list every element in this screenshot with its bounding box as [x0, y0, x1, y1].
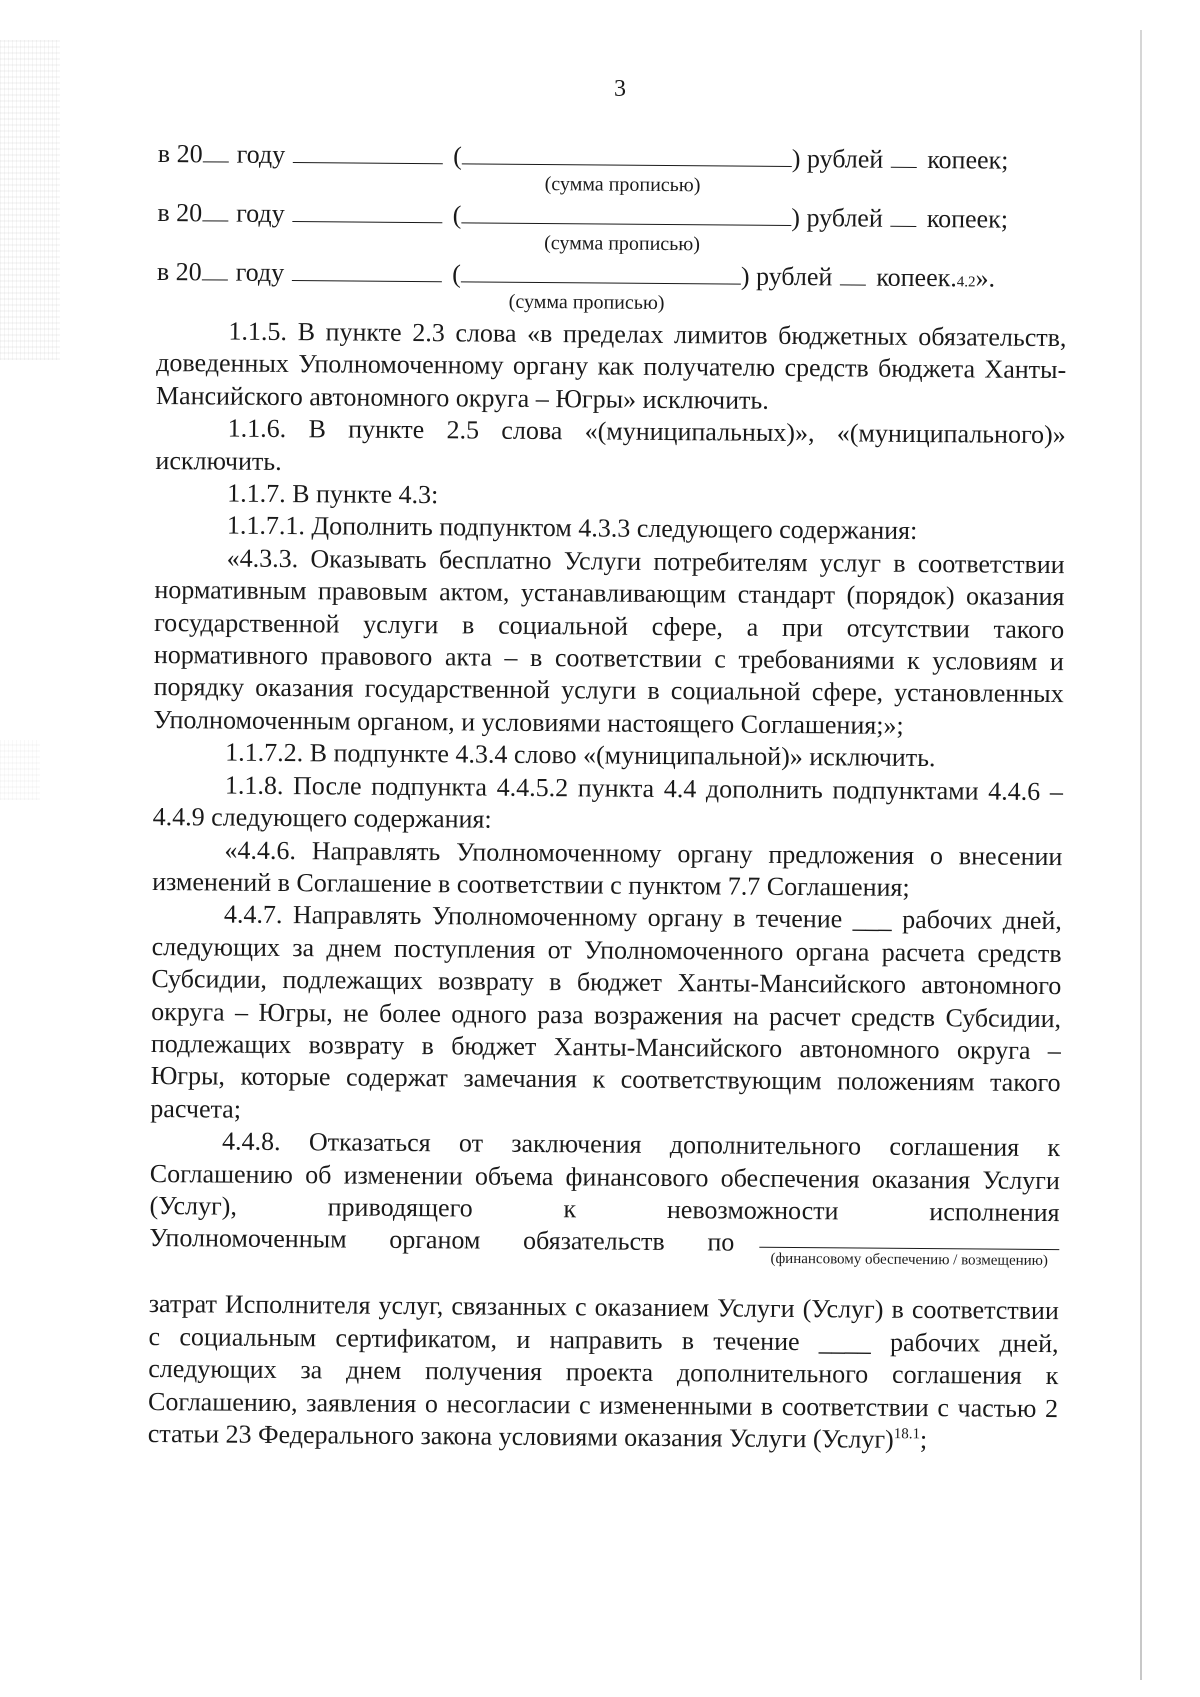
word: обязательств: [522, 1226, 665, 1257]
money-currency: ) рублей: [791, 143, 884, 174]
paragraph-end: ;: [919, 1425, 928, 1455]
amount-digits-blank: [293, 199, 443, 223]
paragraph-1-1-5: 1.1.5. В пункте 2.3 слова «в пределах лимитов бюджетных обязательств, доведенных Уполномоченному органу как получателю средств бюджета Ханты-Мансийского автономного округа – Югры» исключить.: [155, 316, 1067, 415]
paragraph-1-1-6: 1.1.6. В пункте 2.5 слова «(муниципальных)», «(муниципального)» исключить.: [155, 413, 1066, 476]
amount-words-blank: [462, 141, 792, 167]
year-blank: [202, 257, 228, 280]
amount-words-blank: [461, 200, 791, 226]
money-currency: ) рублей: [740, 261, 833, 292]
amount-caption: (сумма прописью): [544, 232, 701, 256]
money-cents: копеек;: [927, 145, 1009, 175]
footnote-ref: 18.1: [893, 1426, 921, 1443]
money-closing: ».: [975, 263, 996, 293]
amount-caption: (сумма прописью): [508, 290, 665, 314]
paragraph-4-4-8-continuation: [148, 1288, 1059, 1457]
money-year-label: году: [236, 198, 285, 228]
paragraph-text: затрат Исполнителя услуг, связанных с оказанием Услуги (Услуг) в соответствии с социальным сертификатом, и направить в течение ____ рабочих дней, следующих за днем получения проекта дополнительного соглашения к Соглашению, заявления о несогласии с измененными в соответствии с частью 2 статьи 23 Федерального закона условиями оказания Услуги (Услуг): [147, 1289, 1059, 1454]
year-blank: [202, 198, 228, 221]
amount-digits-blank: [292, 258, 442, 282]
paragraph-1-1-8: 1.1.8. После подпункта 4.4.5.2 пункта 4.4 дополнить подпунктами 4.4.6 – 4.4.9 следующего содержания:: [152, 770, 1064, 834]
paragraph-1-1-7: 1.1.7. В пункте 4.3:: [227, 478, 439, 510]
money-row: в 20 году ( ) рублей копеек; (сумма прописью): [157, 138, 1009, 197]
page-number: 3: [614, 76, 626, 102]
cents-blank: [840, 262, 866, 285]
money-row: в 20 году ( ) рублей копеек; (сумма прописью): [157, 197, 1009, 256]
word: по: [707, 1227, 735, 1257]
amount-words-blank: [461, 259, 741, 284]
amount-caption: (сумма прописью): [544, 173, 701, 197]
paragraph-4-4-8-fill-line: [149, 1222, 1059, 1289]
money-currency: ) рублей: [791, 202, 883, 233]
paragraph-1-1-7-1: 1.1.7.1. Дополнить подпунктом 4.3.3 следующего содержания:: [226, 510, 918, 546]
money-cents: копеек;: [926, 204, 1009, 234]
paragraph-1-1-7-2: 1.1.7.2. В подпункте 4.3.4 слово «(муниципальной)» исключить.: [225, 737, 936, 773]
cents-blank: [891, 145, 917, 168]
cents-blank: [891, 204, 917, 227]
money-prefix: в 20: [156, 256, 202, 287]
paragraph-4-4-7: 4.4.7. Направлять Уполномоченному органу в течение ___ рабочих дней, следующих за днем поступления от Уполномоченного органа расчета средств Субсидии, подлежащих возврату в бюджет Ханты-Мансийского автономного округа – Югры, не более одного раза возражения на расчет средств Субсидии, подлежащих возврату в бюджет Ханты-Мансийского автономного округа – Югры, которые содержат замечания к соответствующим положениям такого расчета;: [150, 899, 1062, 1124]
money-cents: копеек.: [876, 262, 957, 293]
word: органом: [389, 1225, 481, 1255]
money-year-label: году: [235, 257, 285, 287]
paragraph-4-4-8-main: 4.4.8. Отказаться от заключения дополнительного соглашения к Соглашению об изменении объема финансового обеспечения оказания Услуги (Услуг), приводящего к невозможности исполнения: [149, 1126, 1061, 1228]
money-prefix: в 20: [157, 197, 203, 228]
money-row: в 20 году ( ) рублей копеек. 4.2 ». (сумма прописью): [156, 256, 996, 314]
blank-caption: (финансовому обеспечению / возмещению): [759, 1247, 1059, 1271]
money-prefix: в 20: [157, 138, 203, 169]
word: Уполномоченным: [149, 1223, 347, 1254]
paragraph-4-4-8: [148, 1125, 1061, 1457]
scan-page-edge: [1140, 30, 1142, 1680]
paragraph-4-4-6: «4.4.6. Направлять Уполномоченному органу предложения о внесении изменений в Соглашение в соответствии с пунктом 7.7 Соглашения;: [152, 835, 1063, 902]
amount-digits-blank: [293, 140, 443, 164]
scan-edge-artifact: [0, 740, 40, 800]
money-year-label: году: [236, 139, 286, 169]
year-blank: [203, 139, 229, 162]
paragraph-4-3-3: «4.3.3. Оказывать бесплатно Услуги потребителям услуг в соответствии нормативным правовым актом, устанавливающим стандарт (порядок) оказания государственной услуги в социальной сфере, а при отсутствии такого нормативного правового акта – в соответствии с требованиями к условиям и порядку оказания государственной услуги в социальной сфере, установленных Уполномоченным органом, и условиями настоящего Соглашения;»;: [153, 543, 1065, 740]
document-body: [148, 138, 1068, 1458]
